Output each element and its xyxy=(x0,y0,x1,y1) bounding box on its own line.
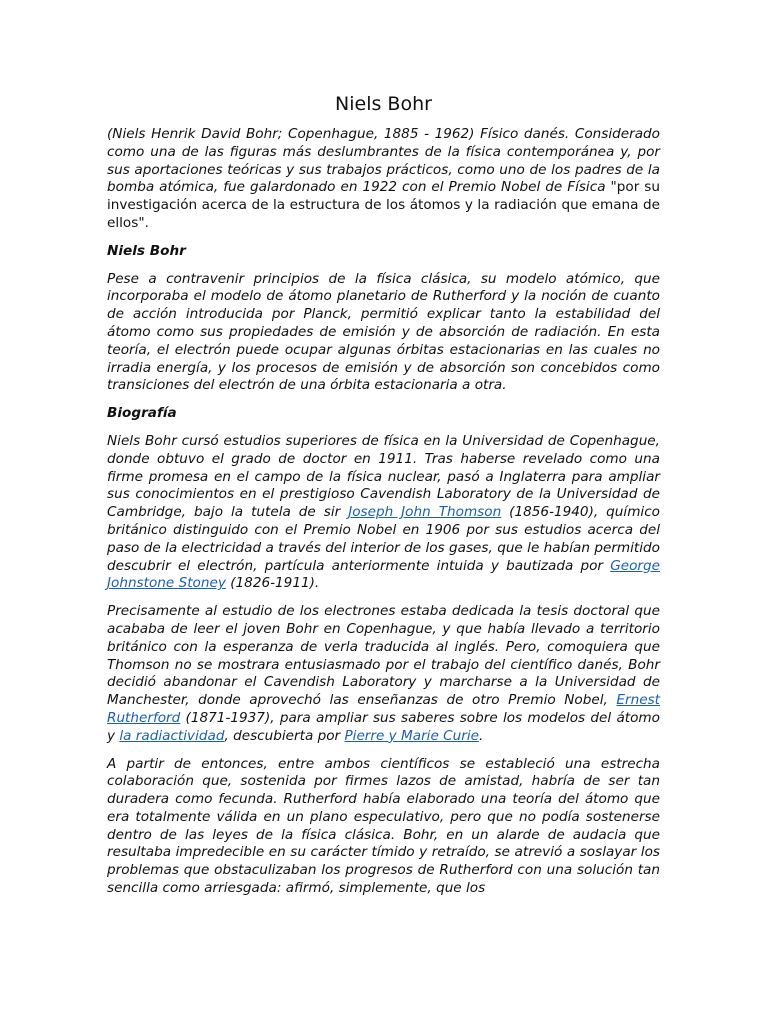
page-title: Niels Bohr xyxy=(335,93,432,115)
document-page xyxy=(107,92,660,908)
biografia-paragraph-2 xyxy=(107,603,660,745)
link-ernest-rutherford[interactable]: Ernest Rutherford xyxy=(107,692,660,726)
text-run: , descubierta por xyxy=(224,727,345,744)
section-heading-biografia: Biografía xyxy=(107,405,177,422)
link-pierre-y-marie-curie[interactable]: Pierre y Marie Curie xyxy=(344,727,479,744)
biografia-paragraph-3: A partir de entonces, entre ambos científicos se estableció una estrecha colaboración que, sostenida por firmes lazos de amistad, habría de ser tan duradera como fecunda. Rutherford había elaborado una teoría del átomo que era totalmente válida en un plano especulativo, pero que no podía sostenerse dentro de las leyes de la física clásica. Bohr, en un alarde de audacia que resultaba impredecible en su carácter tímido y retraído, se atrevió a soslayar los problemas que obstaculizaban los progresos de Rutherford con una solución tan sencilla como arriesgada: afirmó, simplemente, que los xyxy=(107,755,660,897)
text-run: Niels Bohr cursó estudios superiores de física en la Universidad de Copenhague, donde obtuvo el grado de doctor en 1911. Tras haberse revelado como una firme promesa en el campo de la física nuclear, pasó a Inglaterra para ampliar sus conocimientos en el prestigioso Cavendish Laboratory de la Universidad de Cambridge, bajo la tutela de sir xyxy=(107,432,660,521)
intro-paragraph xyxy=(107,126,660,233)
intro-quote: "por su investigación acerca de la estructura de los átomos y la radiación que emana de ellos". xyxy=(107,179,660,231)
text-run: Precisamente al estudio de los electrones estaba dedicada la tesis doctoral que acababa de leer el joven Bohr en Copenhague, y que había llevado a territorio británico con la esperanza de verla traducida al inglés. Pero, comoquiera que Thomson no se mostrara entusiasmado por el trabajo del científico danés, Bohr decidió abandonar el Cavendish Laboratory y marcharse a la Universidad de Manchester, donde aprovechó las enseñanzas de otro Premio Nobel, xyxy=(107,603,660,709)
link-george-johnstone-stoney[interactable]: George Johnstone Stoney xyxy=(107,557,660,592)
section1-paragraph: Pese a contravenir principios de la física clásica, su modelo atómico, que incorporaba el modelo de átomo planetario de Rutherford y la noción de cuanto de acción introducida por Planck, permitió explicar tanto la estabilidad del átomo como sus propiedades de emisión y de absorción de radiación. En esta teoría, el electrón puede ocupar algunas órbitas estacionarias en las cuales no irradia energía, y los procesos de emisión y de absorción son concebidos como transiciones del electrón de una órbita estacionaria a otra. xyxy=(107,270,660,394)
text-run: (1826-1911). xyxy=(225,575,320,592)
text-run: . xyxy=(478,727,484,744)
section-heading-niels-bohr: Niels Bohr xyxy=(107,242,186,259)
text-run: (1856-1940), químico británico distinguido con el Premio Nobel en 1906 por sus estudios acerca del paso de la electricidad a través del interior de los gases, que le habían permitido descubrir el electrón, partícula anteriormente intuida y bautizada por xyxy=(107,504,660,574)
text-run: (1871-1937), para ampliar sus saberes sobre los modelos del átomo y xyxy=(107,709,660,744)
link-joseph-john-thomson[interactable]: Joseph John Thomson xyxy=(348,504,502,521)
link-la-radiactividad[interactable]: la radiactividad xyxy=(119,727,225,744)
biografia-paragraph-1 xyxy=(107,433,660,593)
intro-text: (Niels Henrik David Bohr; Copenhague, 1885 - 1962) Físico danés. Considerado como una de las figuras más deslumbrantes de la física contemporánea y, por sus aportaciones teóricas y sus trabajos prácticos, como uno de los padres de la bomba atómica, fue galardonado en 1922 con el Premio Nobel de Física xyxy=(107,126,660,196)
